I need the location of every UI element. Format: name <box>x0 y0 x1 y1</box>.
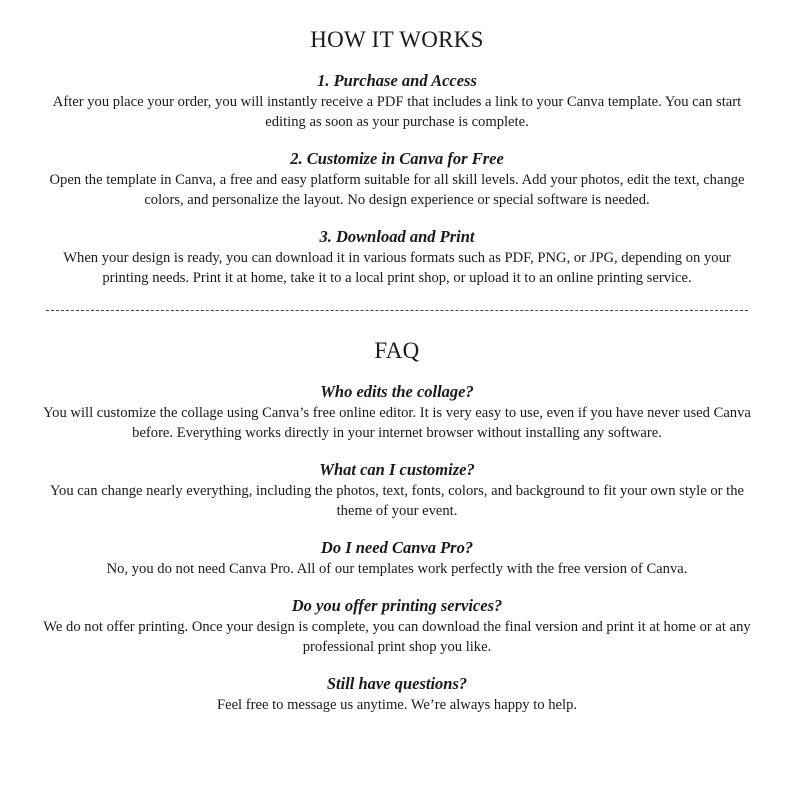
faq-question-3: Do I need Canva Pro? <box>320 538 474 557</box>
faq-item-5 <box>40 673 754 715</box>
section-divider <box>46 310 748 311</box>
faq-item-4 <box>40 595 754 657</box>
faq-answer-5: Feel free to message us anytime. We’re always happy to help. <box>216 697 578 713</box>
step-1 <box>40 70 754 132</box>
step-1-title: 1. Purchase and Access <box>317 71 477 90</box>
step-3-title: 3. Download and Print <box>319 227 475 246</box>
faq-question-1: Who edits the collage? <box>320 382 474 401</box>
faq-answer-1: You will customize the collage using Canva’s free online editor. It is very easy to use, even if you have never used Canva before. Everything works directly in your internet browser without installing any software. <box>43 405 751 441</box>
step-2-body: Open the template in Canva, a free and easy platform suitable for all skill levels. Add your photos, edit the text, change colors, and personalize the layout. No design experience or special software is needed. <box>49 172 745 208</box>
faq-question-4: Do you offer printing services? <box>291 596 503 615</box>
step-1-body: After you place your order, you will instantly receive a PDF that includes a link to your Canva template. You can start editing as soon as your purchase is complete. <box>52 94 742 130</box>
step-2-title: 2. Customize in Canva for Free <box>290 149 504 168</box>
faq-answer-4: We do not offer printing. Once your design is complete, you can download the final version and print it at home or at any professional print shop you like. <box>43 619 751 655</box>
faq-item-1 <box>40 381 754 443</box>
faq-answer-2: You can change nearly everything, including the photos, text, fonts, colors, and background to fit your own style or the theme of your event. <box>49 483 744 519</box>
faq-answer-3: No, you do not need Canva Pro. All of our templates work perfectly with the free version of Canva. <box>106 561 688 577</box>
step-3-body: When your design is ready, you can download it in various formats such as PDF, PNG, or JPG, depending on your printing needs. Print it at home, take it to a local print shop, or upload it to an online printing service. <box>63 250 731 286</box>
faq-title: FAQ <box>374 338 420 363</box>
how-it-works-title: HOW IT WORKS <box>310 27 484 52</box>
faq-item-2 <box>40 459 754 521</box>
step-2 <box>40 148 754 210</box>
step-3 <box>40 226 754 288</box>
faq-question-2: What can I customize? <box>319 460 475 479</box>
faq-item-3 <box>40 537 754 579</box>
faq-question-5: Still have questions? <box>326 674 468 693</box>
